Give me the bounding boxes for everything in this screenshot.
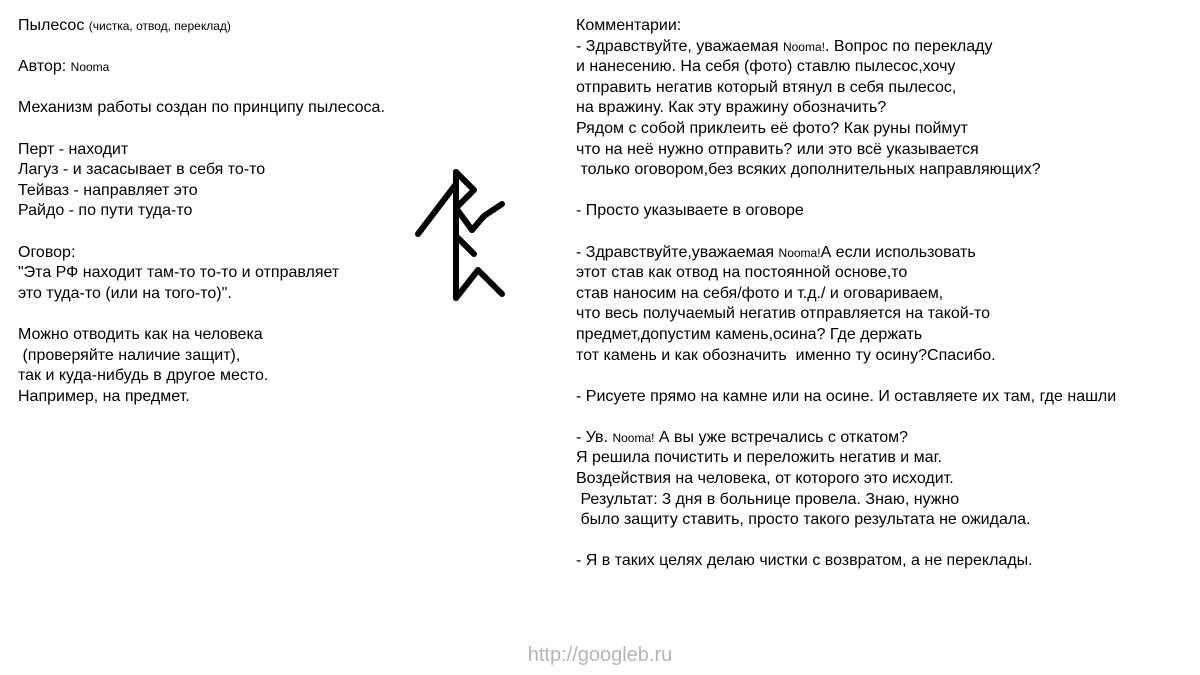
answer-line: - Рисуете прямо на камне или на осине. И оставляете их там, где нашли	[576, 387, 1117, 405]
answer-line: - Я в таких целях делаю чистки с возвратом, а не переклады.	[576, 552, 1033, 570]
comments-column	[576, 16, 1196, 572]
rune-line: Тейваз - направляет это	[18, 181, 198, 199]
comment-text: - Ув.	[576, 428, 613, 446]
comment-line: Рядом с собой приклеить её фото? Как руны поймут	[576, 119, 968, 137]
author-mention: Nooma!	[778, 245, 821, 260]
comment-text: А если использовать	[820, 243, 976, 261]
post-column	[18, 16, 438, 407]
oath-label: Оговор:	[18, 243, 76, 261]
post-author	[18, 57, 438, 78]
author-mention: Nooma!	[782, 39, 825, 54]
bind-rune-vacuum-icon	[410, 164, 530, 304]
watermark	[0, 644, 1200, 667]
usage-line: (проверяйте наличие защит),	[18, 346, 241, 364]
comment-line: и нанесению. На себя (фото) ставлю пылесос,хочу	[576, 58, 956, 76]
rune-line: Райдо - по пути туда-то	[18, 202, 193, 220]
comment-line: было защиту ставить, просто такого результата не ожидала.	[576, 511, 1031, 529]
comment-line: тот камень и как обозначить именно ту осину?Спасибо.	[576, 346, 996, 364]
oath-line: "Эта РФ находит там-то то-то и отправляет	[18, 264, 340, 282]
comment-text: - Здравствуйте,уважаемая	[576, 243, 779, 261]
comment-text: - Здравствуйте, уважаемая	[576, 37, 783, 55]
oath-line: это туда-то (или на того-то)".	[18, 284, 232, 302]
comment-line: предмет,допустим камень,осина? Где держать	[576, 325, 923, 343]
watermark-url: http://googleb.ru	[527, 644, 673, 666]
comment-line: что на неё нужно отправить? или это всё указывается	[576, 140, 979, 158]
comment-line: став наносим на себя/фото и т.д./ и оговариваем,	[576, 284, 944, 302]
post-title	[18, 16, 438, 37]
rune-line: Перт - находит	[18, 140, 129, 158]
comment-line: Я решила почистить и переложить негатив и маг.	[576, 449, 942, 467]
post-title-sub: (чистка, отвод, переклад)	[88, 19, 231, 33]
comment-line	[576, 37, 1196, 58]
comment-text: А вы уже встречались с откатом?	[654, 428, 909, 446]
answer-line: - Просто указываете в оговоре	[576, 202, 804, 220]
comment-line: только оговором,без всяких дополнительных направляющих?	[576, 161, 1041, 179]
comment-line: Воздействия на человека, от которого это исходит.	[576, 470, 954, 488]
mechanism-text: Механизм работы создан по принципу пылесоса.	[18, 99, 385, 117]
comment-line: Результат: 3 дня в больнице провела. Знаю, нужно	[576, 490, 960, 508]
usage-line: Можно отводить как на человека	[18, 325, 263, 343]
post-title-main: Пылесос	[18, 17, 89, 34]
comment-line: что весь получаемый негатив отправляется на такой-то	[576, 305, 991, 323]
comment-line: на вражину. Как эту вражину обозначить?	[576, 99, 887, 117]
comment-line: отправить негатив который втянул в себя пылесос,	[576, 78, 957, 96]
rune-line: Лагуз - и засасывает в себя то-то	[18, 161, 266, 179]
author-label: Автор:	[18, 58, 71, 76]
comment-line	[576, 428, 1196, 449]
usage-line: так и куда-нибудь в другое место.	[18, 367, 269, 385]
comments-label: Комментарии:	[576, 17, 682, 34]
usage-line: Например, на предмет.	[18, 387, 190, 405]
comment-text: . Вопрос по перекладу	[825, 37, 993, 55]
comment-line: этот став как отвод на постоянной основе,то	[576, 264, 908, 282]
author-mention: Nooma!	[612, 430, 655, 445]
author-name: Nooma	[70, 60, 110, 75]
comment-line	[576, 243, 1196, 264]
